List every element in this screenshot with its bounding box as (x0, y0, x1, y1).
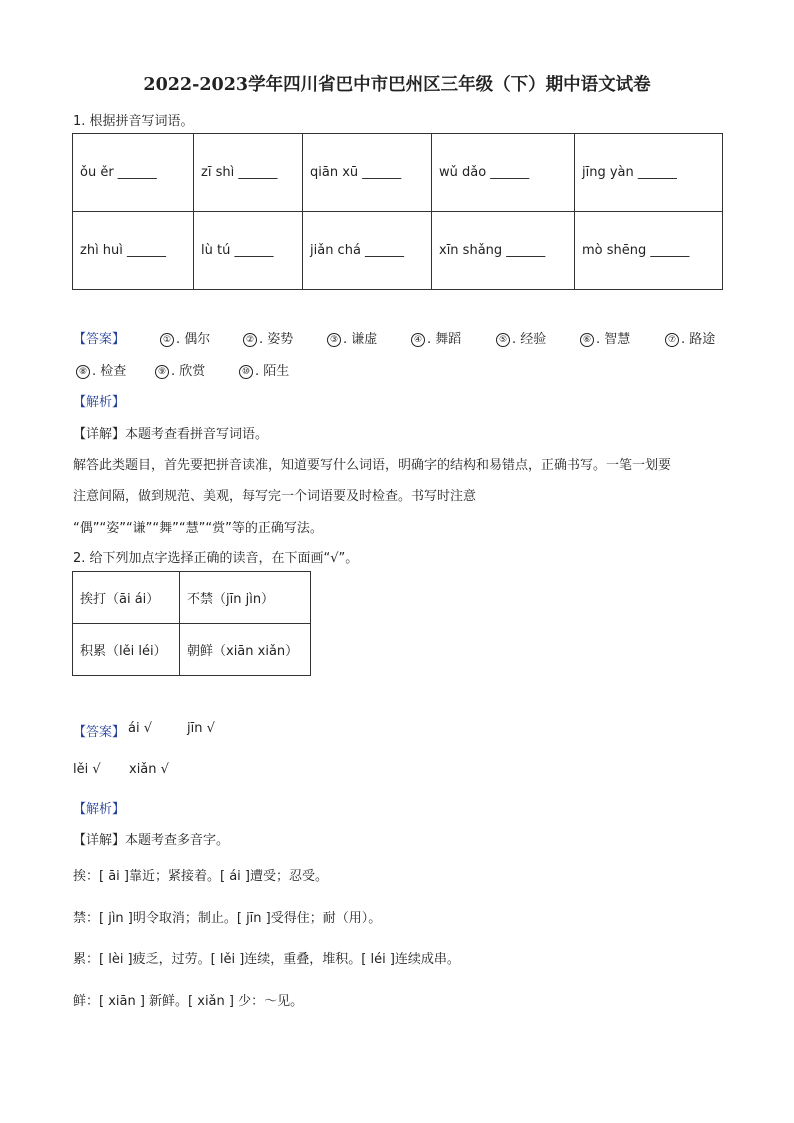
answer-item: ⑥ . 智慧 (580, 328, 630, 347)
exam-title: 2022-2023学年四川省巴中市巴州区三年级（下）期中语文试卷 (143, 75, 651, 95)
answer-item: ① . 偶尔 (160, 328, 210, 347)
table-row (73, 624, 311, 676)
explanation-line: 禁：[ jìn ]明令取消；制止。[ jīn ]受得住；耐（用）。 (73, 911, 382, 926)
pinyin-cell: wǔ dǎo ______ (432, 134, 575, 212)
explanation-line: 挨：[ āi ]靠近；紧接着。[ ái ]遭受；忍受。 (73, 869, 328, 884)
reading-cell: 不禁（jīn jìn） (180, 572, 311, 624)
reading-table (72, 571, 311, 676)
detail-line: 【详解】本题考查多音字。 (73, 833, 230, 848)
detail-line: 【详解】本题考查看拼音写词语。 (73, 427, 269, 442)
pinyin-cell: zhì huì ______ (73, 212, 194, 290)
reading-cell: 朝鲜（xiān xiǎn） (180, 624, 311, 676)
pinyin-cell: jīng yàn ______ (575, 134, 723, 212)
answer-item: ④ . 舞蹈 (411, 328, 461, 347)
answer-item: ⑨ . 欣赏 (155, 360, 205, 379)
explanation-line: 解答此类题目，首先要把拼音读准，知道要写什么词语，明确字的结构和易错点，正确书写。一笔一划要 (73, 458, 672, 473)
question-1-prompt: 1. 根据拼音写词语。 (73, 114, 194, 129)
pinyin-cell: mò shēng ______ (575, 212, 723, 290)
answer-item: lěi √ (73, 762, 101, 777)
answer-line-q2-1 (73, 721, 215, 740)
reading-cell: 挨打（āi ái） (73, 572, 180, 624)
answer-item: ⑧ . 检查 (76, 360, 126, 379)
explanation-line: 注意间隔，做到规范、美观，每写完一个词语要及时检查。书写时注意 (73, 489, 477, 504)
analysis-tag: 【解析】 (73, 802, 126, 817)
explanation-line: 累：[ lèi ]疲乏，过劳。[ lěi ]连续，重叠，堆积。[ léi ]连续成串。 (73, 952, 460, 967)
answer-line-1 (73, 328, 716, 347)
table-row (73, 134, 723, 212)
pinyin-cell: xīn shǎng ______ (432, 212, 575, 290)
answer-tag: 【答案】 (73, 725, 126, 740)
answer-item: ái √ (128, 721, 152, 736)
answer-item: ③ . 谦虚 (327, 328, 377, 347)
answer-item: xiǎn √ (129, 762, 169, 777)
answer-item: ② . 姿势 (243, 328, 293, 347)
question-2-prompt: 2. 给下列加点字选择正确的读音，在下面画“√”。 (73, 551, 359, 566)
answer-item: ⑩ . 陌生 (239, 360, 289, 379)
answer-item: ⑦ . 路途 (665, 328, 715, 347)
pinyin-table (72, 133, 723, 290)
analysis-tag: 【解析】 (73, 395, 126, 410)
pinyin-cell: qiān xū ______ (303, 134, 432, 212)
pinyin-cell: lù tú ______ (194, 212, 303, 290)
table-row (73, 212, 723, 290)
answer-tag: 【答案】 (73, 332, 126, 347)
answer-item: jīn √ (187, 721, 215, 736)
pinyin-cell: zī shì ______ (194, 134, 303, 212)
explanation-line: 鲜：[ xiān ] 新鲜。[ xiǎn ] 少：～见。 (73, 994, 304, 1009)
reading-cell: 积累（lěi léi） (73, 624, 180, 676)
answer-item: ⑤ . 经验 (496, 328, 546, 347)
answer-line-q2-2 (73, 762, 169, 777)
explanation-line: “偶”“姿”“谦”“舞”“慧”“赏”等的正确写法。 (73, 521, 323, 536)
pinyin-cell: jiǎn chá ______ (303, 212, 432, 290)
pinyin-cell: ǒu ěr ______ (73, 134, 194, 212)
table-row (73, 572, 311, 624)
